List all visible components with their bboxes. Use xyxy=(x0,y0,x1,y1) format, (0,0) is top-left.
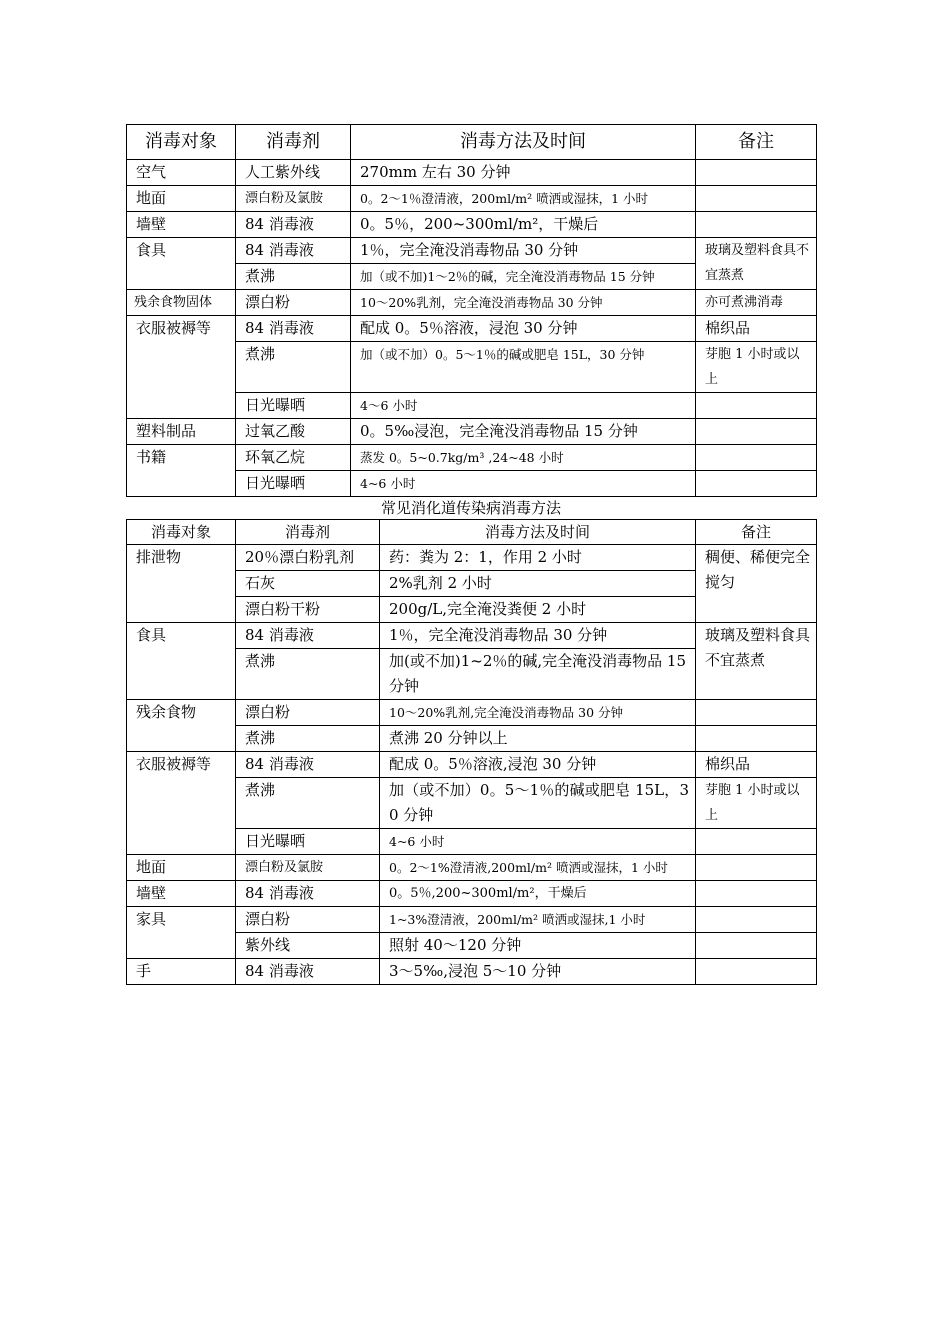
cell-agent: 84 消毒液 xyxy=(236,212,351,238)
cell-agent: 84 消毒液 xyxy=(236,752,380,778)
header-object: 消毒对象 xyxy=(127,520,236,545)
cell-note xyxy=(696,471,817,497)
cell-method: 10～20%乳剂，完全淹没消毒物品 30 分钟 xyxy=(351,290,696,316)
cell-method: 1~3%澄清液，200ml/m² 喷洒或湿抹,1 小时 xyxy=(380,907,696,933)
table-row xyxy=(127,160,817,186)
cell-agent: 煮沸 xyxy=(236,726,380,752)
cell-method: 0。2～1%澄清液,200ml/m² 喷洒或湿抹，1 小时 xyxy=(380,855,696,881)
cell-agent: 84 消毒液 xyxy=(236,881,380,907)
header-object: 消毒对象 xyxy=(127,125,236,160)
cell-object: 排泄物 xyxy=(127,545,236,623)
cell-method: 加（或不加）0。5～1％的碱或肥皂 15L，30 分钟 xyxy=(380,778,696,829)
cell-method: 270mm 左右 30 分钟 xyxy=(351,160,696,186)
table-row xyxy=(127,700,817,726)
cell-note: 稠便、稀便完全搅匀 xyxy=(696,545,817,623)
cell-method: 4~6 小时 xyxy=(380,829,696,855)
cell-agent: 20％漂白粉乳剂 xyxy=(236,545,380,571)
cell-note: 玻璃及塑料食具不宜蒸煮 xyxy=(696,623,817,700)
cell-method: 蒸发 0。5~0.7kg/m³ ,24~48 小时 xyxy=(351,445,696,471)
table-row xyxy=(127,855,817,881)
table-row xyxy=(127,238,817,264)
cell-object: 残余食物 xyxy=(127,700,236,752)
cell-agent: 日光曝晒 xyxy=(236,829,380,855)
cell-object: 残余食物固体 xyxy=(127,290,236,316)
cell-note xyxy=(696,933,817,959)
cell-method: 4~6 小时 xyxy=(351,471,696,497)
cell-agent: 日光曝晒 xyxy=(236,393,351,419)
disinfection-table-1 xyxy=(126,124,817,497)
cell-method: 1％，完全淹没消毒物品 30 分钟 xyxy=(351,238,696,264)
cell-object: 食具 xyxy=(127,238,236,290)
table-row xyxy=(127,881,817,907)
cell-object: 衣服被褥等 xyxy=(127,752,236,855)
cell-method: 加（或不加)1～2％的碱，完全淹没消毒物品 15 分钟 xyxy=(351,264,696,290)
cell-method: 0。5％,200~300ml/m²，干燥后 xyxy=(380,881,696,907)
table-caption: 常见消化道传染病消毒方法 xyxy=(380,499,561,517)
cell-object: 墙壁 xyxy=(127,212,236,238)
cell-note: 棉织品 xyxy=(696,752,817,778)
cell-agent: 漂白粉干粉 xyxy=(236,597,380,623)
cell-note xyxy=(696,959,817,985)
cell-note xyxy=(696,700,817,726)
cell-agent: 石灰 xyxy=(236,571,380,597)
cell-agent: 煮沸 xyxy=(236,778,380,829)
cell-note xyxy=(696,726,817,752)
cell-note xyxy=(696,855,817,881)
header-method: 消毒方法及时间 xyxy=(351,125,696,160)
cell-method: 200g/L,完全淹没粪便 2 小时 xyxy=(380,597,696,623)
cell-agent: 煮沸 xyxy=(236,649,380,700)
cell-method: 配成 0。5％溶液,浸泡 30 分钟 xyxy=(380,752,696,778)
cell-object: 空气 xyxy=(127,160,236,186)
cell-method: 煮沸 20 分钟以上 xyxy=(380,726,696,752)
cell-note xyxy=(696,186,817,212)
cell-agent: 84 消毒液 xyxy=(236,623,380,649)
table-row xyxy=(127,445,817,471)
disinfection-table-2 xyxy=(126,519,817,985)
cell-note xyxy=(696,160,817,186)
cell-note xyxy=(696,212,817,238)
cell-agent: 煮沸 xyxy=(236,342,351,393)
cell-agent: 84 消毒液 xyxy=(236,959,380,985)
table-row xyxy=(127,623,817,649)
cell-method: 药：粪为 2：1，作用 2 小时 xyxy=(380,545,696,571)
cell-note xyxy=(696,419,817,445)
table-header-row xyxy=(127,125,817,160)
cell-method: 加（或不加）0。5～1％的碱或肥皂 15L，30 分钟 xyxy=(351,342,696,393)
cell-method: 0。5％，200~300ml/m²，干燥后 xyxy=(351,212,696,238)
cell-object: 塑料制品 xyxy=(127,419,236,445)
table-row xyxy=(127,186,817,212)
cell-note xyxy=(696,829,817,855)
cell-object: 书籍 xyxy=(127,445,236,497)
header-agent: 消毒剂 xyxy=(236,125,351,160)
table-row xyxy=(127,290,817,316)
cell-method: 配成 0。5％溶液，浸泡 30 分钟 xyxy=(351,316,696,342)
cell-object: 家具 xyxy=(127,907,236,959)
cell-object: 手 xyxy=(127,959,236,985)
cell-object: 墙壁 xyxy=(127,881,236,907)
table-row xyxy=(127,212,817,238)
cell-note xyxy=(696,907,817,933)
cell-agent: 84 消毒液 xyxy=(236,238,351,264)
cell-method: 照射 40～120 分钟 xyxy=(380,933,696,959)
cell-note: 亦可煮沸消毒 xyxy=(696,290,817,316)
cell-object: 地面 xyxy=(127,855,236,881)
cell-agent: 环氧乙烷 xyxy=(236,445,351,471)
cell-note xyxy=(696,881,817,907)
header-agent: 消毒剂 xyxy=(236,520,380,545)
table-row xyxy=(127,545,817,571)
cell-note: 棉织品 xyxy=(696,316,817,342)
cell-agent: 紫外线 xyxy=(236,933,380,959)
cell-method: 1％，完全淹没消毒物品 30 分钟 xyxy=(380,623,696,649)
cell-note: 芽胞 1 小时或以上 xyxy=(696,342,817,393)
table-row xyxy=(127,316,817,342)
cell-method: 0。2～1％澄清液，200ml/m² 喷洒或湿抹，1 小时 xyxy=(351,186,696,212)
cell-object: 食具 xyxy=(127,623,236,700)
cell-object: 地面 xyxy=(127,186,236,212)
table-row xyxy=(127,419,817,445)
cell-agent: 漂白粉及氯胺 xyxy=(236,855,380,881)
cell-agent: 漂白粉 xyxy=(236,290,351,316)
cell-agent: 煮沸 xyxy=(236,264,351,290)
cell-method: 加(或不加)1~2％的碱,完全淹没消毒物品 15 分钟 xyxy=(380,649,696,700)
cell-agent: 日光曝晒 xyxy=(236,471,351,497)
cell-object: 衣服被褥等 xyxy=(127,316,236,419)
cell-agent: 漂白粉 xyxy=(236,907,380,933)
cell-agent: 过氧乙酸 xyxy=(236,419,351,445)
cell-note: 玻璃及塑料食具不宜蒸煮 xyxy=(696,238,817,290)
cell-note xyxy=(696,393,817,419)
table-row xyxy=(127,959,817,985)
cell-method: 3～5‰,浸泡 5～10 分钟 xyxy=(380,959,696,985)
table-header-row xyxy=(127,520,817,545)
table-row xyxy=(127,907,817,933)
cell-method: 4～6 小时 xyxy=(351,393,696,419)
cell-agent: 人工紫外线 xyxy=(236,160,351,186)
cell-method: 2%乳剂 2 小时 xyxy=(380,571,696,597)
header-note: 备注 xyxy=(696,125,817,160)
header-method: 消毒方法及时间 xyxy=(380,520,696,545)
cell-method: 0。5‰浸泡，完全淹没消毒物品 15 分钟 xyxy=(351,419,696,445)
table-row xyxy=(127,752,817,778)
cell-note: 芽胞 1 小时或以上 xyxy=(696,778,817,829)
cell-agent: 漂白粉及氯胺 xyxy=(236,186,351,212)
cell-agent: 漂白粉 xyxy=(236,700,380,726)
header-note: 备注 xyxy=(696,520,817,545)
cell-agent: 84 消毒液 xyxy=(236,316,351,342)
cell-method: 10～20%乳剂,完全淹没消毒物品 30 分钟 xyxy=(380,700,696,726)
cell-note xyxy=(696,445,817,471)
